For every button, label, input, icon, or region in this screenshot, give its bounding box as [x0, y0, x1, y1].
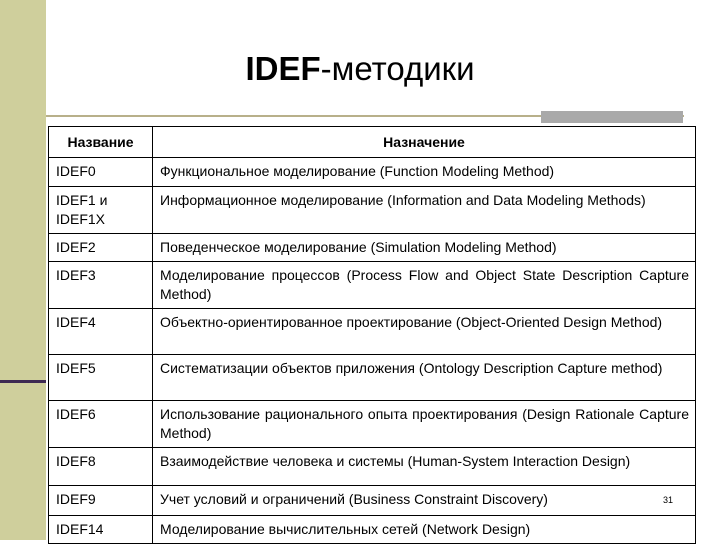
table-row	[49, 486, 696, 516]
header-purpose: Назначение	[153, 127, 696, 158]
table-row	[49, 234, 696, 262]
idef-table	[48, 126, 696, 544]
cell-purpose: Информационное моделирование (Information and Data Modeling Methods)	[153, 187, 696, 234]
cell-name: IDEF6	[49, 401, 153, 448]
cell-purpose: Поведенческое моделирование (Simulation Modeling Method)	[153, 234, 696, 262]
cell-purpose: Использование рационального опыта проектирования (Design Rationale Capture Method)	[153, 401, 696, 448]
table-header-row	[49, 127, 696, 158]
cell-purpose: Моделирование процессов (Process Flow and Object State Description Capture Method)	[153, 262, 696, 309]
cell-name: IDEF2	[49, 234, 153, 262]
table-row	[49, 262, 696, 309]
slide-title-bold: IDEF	[245, 50, 321, 87]
page-number: 31	[663, 495, 674, 505]
header-name: Название	[49, 127, 153, 158]
cell-purpose: Объектно-ориентированное проектирование (Object-Oriented Design Method)	[153, 309, 696, 355]
cell-name: IDEF1 и IDEF1X	[49, 187, 153, 234]
table-row	[49, 448, 696, 486]
cell-purpose: Систематизации объектов приложения (Ontology Description Capture method)	[153, 355, 696, 401]
cell-name: IDEF8	[49, 448, 153, 486]
cell-name: IDEF9	[49, 486, 153, 516]
cell-purpose: Моделирование вычислительных сетей (Network Design)	[153, 516, 696, 544]
cell-purpose: Учет условий и ограничений (Business Constraint Discovery)	[153, 486, 696, 516]
table-row	[49, 355, 696, 401]
table-row	[49, 401, 696, 448]
cell-name: IDEF14	[49, 516, 153, 544]
table-row	[49, 309, 696, 355]
cell-name: IDEF3	[49, 262, 153, 309]
cell-purpose: Взаимодействие человека и системы (Human-System Interaction Design)	[153, 448, 696, 486]
cell-purpose: Функциональное моделирование (Function Modeling Method)	[153, 158, 696, 187]
table-row	[49, 158, 696, 187]
slide-title	[0, 50, 720, 88]
table-row	[49, 187, 696, 234]
cell-name: IDEF0	[49, 158, 153, 187]
left-decor-stripe	[0, 380, 46, 383]
cell-name: IDEF5	[49, 355, 153, 401]
slide-title-rest: -методики	[320, 50, 475, 87]
accent-box	[541, 111, 683, 123]
cell-name: IDEF4	[49, 309, 153, 355]
table-row	[49, 516, 696, 544]
